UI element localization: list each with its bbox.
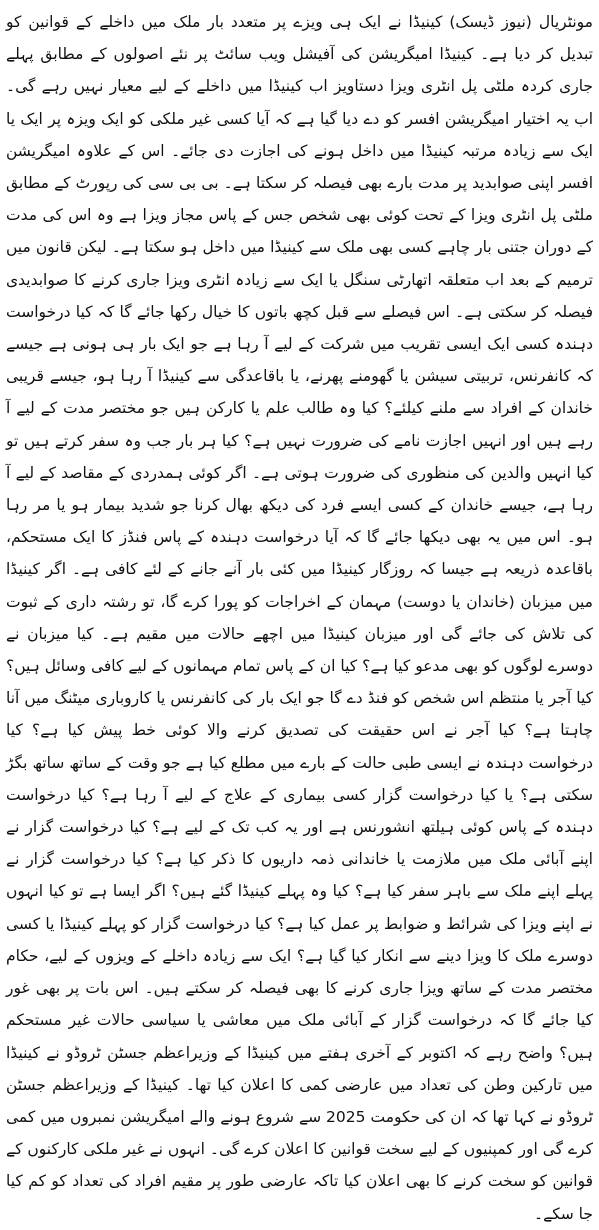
news-article (6, 6, 593, 1223)
article-body-paragraph: مونٹریال (نیوز ڈیسک) کینیڈا نے ایک ہی ویزے پر متعدد بار ملک میں داخلے کے قوانین کو تبدیل کر دیا ہے۔ کینیڈا امیگریشن کی آفیشل ویب سائٹ پر نئے اصولوں کے مطابق پہلے جاری کردہ ملٹی پل انٹری ویزا دستاویز اب کینیڈا میں داخلے کے لیے معیار نہیں رہے گی۔ اب یہ اختیار امیگریشن افسر کو دے دیا گیا ہے کہ آیا کسی غیر ملکی کو ایک ویزہ پر ایک یا ایک سے زیادہ مرتبہ کینیڈا میں داخل ہونے کی اجازت دی جائے۔ اس کے علاوہ امیگریشن افسر اپنی صوابدید پر مدت بارے بھی فیصلہ کر سکتا ہے۔ بی بی سی کی رپورٹ کے مطابق ملٹی پل انٹری ویزا کے تحت کوئی بھی شخص جس کے پاس مجاز ویزا ہے وہ اس کی مدت کے دوران جتنی بار چاہے کسی بھی ملک سے کینیڈا میں داخل ہو سکتا ہے۔ لیکن قانون میں ترمیم کے بعد اب متعلقہ اتھارٹی سنگل یا ایک سے زیادہ انٹری ویزا جاری کرنے کا صوابدیدی فیصلہ کر سکتی ہے۔ اس فیصلے سے قبل کچھ باتوں کا خیال رکھا جائے گا کہ کیا درخواست دہندہ کسی ایک ایسی تقریب میں شرکت کے لیے آ رہا ہے جو ایک بار ہی ہونی ہے جیسے کہ کانفرنس، تربیتی سیشن یا گھومنے پھرنے، یا باقاعدگی سے کینیڈا آ رہا ہو، جیسے قریبی خاندان کے افراد سے ملنے کیلئے؟ کیا وہ طالب علم یا کارکن ہیں جو مختصر مدت کے لیے آ رہے ہیں اور انہیں اجازت نامے کی ضرورت نہیں ہے؟ کیا ہر بار جب وہ سفر کرتے ہیں تو کیا انہیں والدین کی منظوری کی ضرورت ہوتی ہے۔ اگر کوئی ہمدردی کے مقاصد کے لیے آ رہا ہے، جیسے خاندان کے کسی ایسے فرد کی دیکھ بھال کرنا جو شدید بیمار ہو یا مر رہا ہو۔ اس میں یہ بھی دیکھا جائے گا کہ آیا درخواست دہندہ کے پاس فنڈز کا ایک مستحکم، باقاعدہ ذریعہ ہے جیسا کہ روزگار کینیڈا میں کئی بار آنے جانے کے لئے کافی ہے۔ اگر کینیڈا میں میزبان (خاندان یا دوست) مہمان کے اخراجات کو پورا کرے گا، تو رشتہ داری کے ثبوت کی تلاش کی جائے گی اور میزبان کینیڈا میں اچھے حالات میں مقیم ہے۔ کیا میزبان نے دوسرے لوگوں کو بھی مدعو کیا ہے؟ کیا ان کے پاس تمام مہمانوں کے لیے کافی وسائل ہیں؟ کیا آجر یا منتظم اس شخص کو فنڈ دے گا جو ایک بار کی کانفرنس یا کاروباری میٹنگ میں آنا چاہتا ہے؟ کیا آجر نے اس حقیقت کی تصدیق کرنے والا کوئی خط پیش کیا ہے؟ کیا درخواست دہندہ نے ایسی طبی حالت کے بارے میں مطلع کیا ہے جو وقت کے ساتھ ساتھ بگڑ سکتی ہے؟ یا کیا درخواست گزار کسی بیماری کے علاج کے لیے آ رہا ہے؟ کیا درخواست دہندہ کے پاس کوئی ہیلتھ انشورنس ہے اور یہ کب تک کے لیے ہے؟ کیا درخواست گزار نے اپنے آبائی ملک میں ملازمت یا خاندانی ذمہ داریوں کا ذکر کیا ہے؟ کیا درخواست گزار نے پہلے اپنے ملک سے باہر سفر کیا ہے؟ کیا وہ پہلے کینیڈا گئے ہیں؟ اگر ایسا ہے تو کیا انہوں نے اپنے ویزا کی شرائط و ضوابط پر عمل کیا ہے؟ کیا درخواست گزار کو پہلے کینیڈا یا کسی دوسرے ملک کا ویزا دینے سے انکار کیا گیا ہے؟ ایک سے زیادہ داخلے کے ویزوں کے لیے، حکام مختصر مدت کے ساتھ ویزا جاری کرنے کا بھی فیصلہ کر سکتے ہیں۔ اس بات پر بھی غور کیا جائے گا کہ درخواست گزار کے آبائی ملک میں معاشی یا سیاسی حالات غیر مستحکم ہیں؟ واضح رہے کہ اکتوبر کے آخری ہفتے میں کینیڈا کے وزیراعظم جسٹن ٹروڈو نے کینیڈا میں تارکین وطن کی تعداد میں عارضی کمی کا اعلان کیا تھا۔ کینیڈا کے وزیراعظم جسٹن ٹروڈو نے کہا تھا کہ ان کی حکومت 2025 سے شروع ہونے والے امیگریشن نمبروں میں کمی کرے گی اور کمپنیوں کے لیے سخت قوانین کا اعلان کرے گی۔ انہوں نے غیر ملکی کارکنوں کے قوانین کو سخت کرنے کا بھی اعلان کیا تاکہ عارضی طور پر مقیم افراد کی تعداد کو کم کیا جا سکے۔ (6, 13, 593, 1223)
